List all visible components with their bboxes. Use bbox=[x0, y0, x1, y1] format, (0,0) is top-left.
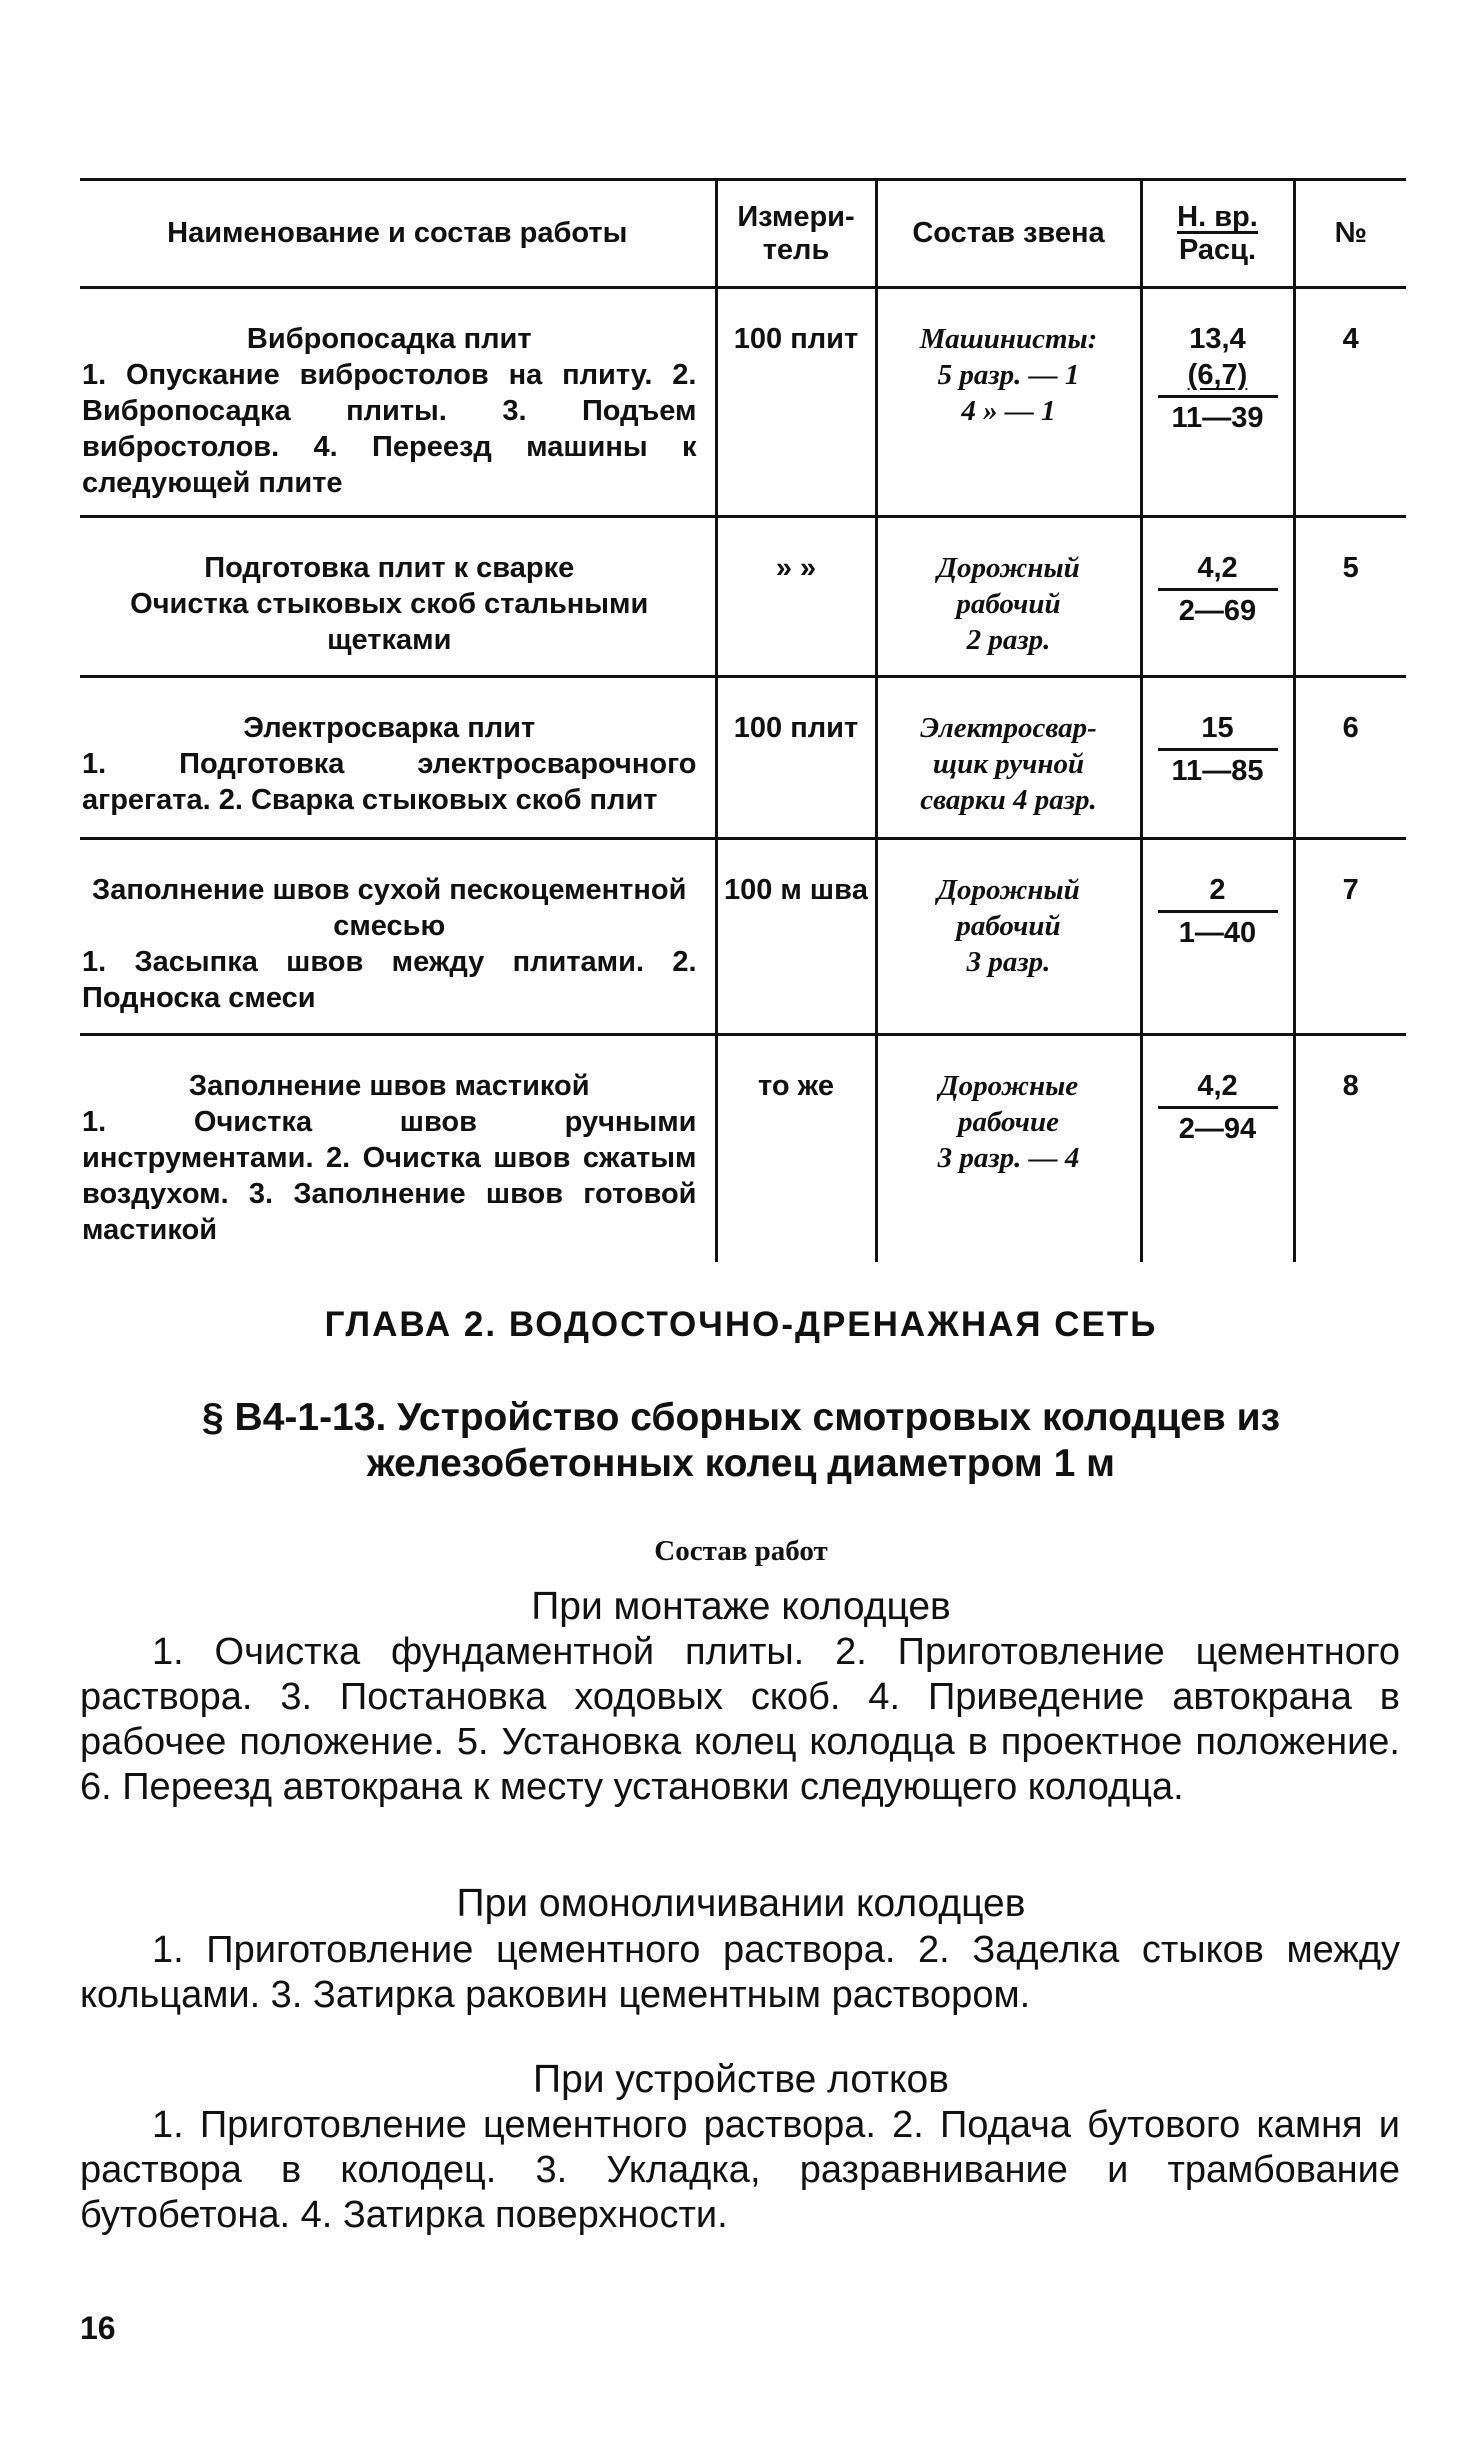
norm-cell bbox=[1141, 1035, 1294, 1263]
norm-cell bbox=[1141, 288, 1294, 517]
work-name-cell bbox=[80, 677, 716, 839]
crew-cell: Электросвар- щик ручной сварки 4 разр. bbox=[876, 677, 1141, 839]
section-heading: § В4-1-13. Устройство сборных смотровых колодцев из железобетонных колец диаметром 1 м bbox=[202, 1396, 1280, 1485]
work-name-cell bbox=[80, 517, 716, 677]
norm-time: 4,2 bbox=[1197, 1070, 1238, 1102]
norm-time: 13,4 bbox=[1189, 323, 1246, 355]
table-header-row bbox=[80, 180, 1406, 288]
work-operations: 1. Подготовка электросварочного агрегата. 2. Сварка стыковых скоб плит bbox=[82, 748, 697, 816]
norm-time: 2 bbox=[1209, 874, 1226, 906]
header-crew: Состав звена bbox=[876, 180, 1141, 288]
rate: 11—39 bbox=[1171, 402, 1264, 434]
unit-cell: 100 м швa bbox=[716, 839, 876, 1035]
header-unit: Измери- тель bbox=[716, 180, 876, 288]
table-row bbox=[80, 839, 1406, 1035]
work-title: Вибропосадка плит bbox=[246, 323, 532, 355]
work-operations: 1. Засыпка швов между плитами. 2. Подноска смеси bbox=[82, 946, 697, 1014]
work-operations: 1. Опускание вибростолов на плиту. 2. Вибропосадка плиты. 3. Подъем вибростолов. 4. Переезд машины к следующей плите bbox=[82, 359, 697, 499]
unit-cell: то же bbox=[716, 1035, 876, 1263]
subheading-mounting: При монтаже колодцев bbox=[531, 1585, 951, 1628]
chapter-heading: ГЛАВА 2. ВОДОСТОЧНО-ДРЕНАЖНАЯ СЕТЬ bbox=[324, 1305, 1158, 1344]
work-name-cell bbox=[80, 839, 716, 1035]
subheading-trays: При устройстве лотков bbox=[533, 2058, 949, 2101]
row-number: 8 bbox=[1342, 1070, 1359, 1102]
table-row bbox=[80, 517, 1406, 677]
paragraph-trays: 1. Приготовление цементного раствора. 2. Подача бутового камня и раствора в колодец. 3. Укладка, разравнивание и трамбование бутобетона. 4. Затирка поверхности. bbox=[80, 2104, 1400, 2236]
crew-cell: Дорожный рабочий 3 разр. bbox=[876, 839, 1141, 1035]
work-name-cell bbox=[80, 288, 716, 517]
subheading-monolithing: При омоноличивании колодцев bbox=[456, 1882, 1026, 1925]
unit-cell: 100 плит bbox=[716, 677, 876, 839]
paragraph-monolithing: 1. Приготовление цементного раствора. 2. Заделка стыков между кольцами. 3. Затирка раковин цементным раствором. bbox=[80, 1929, 1400, 2016]
work-title: Подготовка плит к сварке bbox=[204, 552, 575, 584]
table-row bbox=[80, 677, 1406, 839]
rate: 2—94 bbox=[1178, 1113, 1257, 1145]
row-number: 6 bbox=[1294, 677, 1406, 839]
rate: 2—69 bbox=[1178, 595, 1257, 627]
crew-cell: Машинисты: 5 разр. — 1 4 » — 1 bbox=[876, 288, 1141, 517]
work-operations: Очистка стыковых скоб стальными щетками bbox=[130, 588, 649, 656]
norm-time: 4,2 bbox=[1197, 552, 1238, 584]
unit-cell: 100 плит bbox=[716, 288, 876, 517]
norm-cell bbox=[1141, 517, 1294, 677]
norms-table bbox=[80, 178, 1406, 1262]
crew-cell: Дорожный рабочий 2 разр. bbox=[876, 517, 1141, 677]
row-number: 4 bbox=[1294, 288, 1406, 517]
norm-time: 15 bbox=[1201, 712, 1234, 744]
header-number: № bbox=[1294, 180, 1406, 288]
header-name: Наименование и состав работы bbox=[80, 180, 716, 288]
table-row bbox=[80, 1035, 1406, 1263]
norm-cell bbox=[1141, 677, 1294, 839]
rate: 1—40 bbox=[1178, 917, 1257, 949]
work-name-cell bbox=[80, 1035, 716, 1263]
work-title: Заполнение швов сухой пескоцементной смесью bbox=[92, 874, 687, 942]
table-row bbox=[80, 288, 1406, 517]
work-operations: 1. Очистка швов ручными инструментами. 2. Очистка швов сжатым воздухом. 3. Заполнение швов готовой мастикой bbox=[82, 1106, 697, 1246]
crew-cell: Дорожные рабочие 3 разр. — 4 bbox=[876, 1035, 1141, 1263]
header-norm: Н. вр. Расц. bbox=[1141, 180, 1294, 288]
works-title: Состав работ bbox=[654, 1535, 828, 1567]
norm-time-sub: (6,7) bbox=[1187, 359, 1248, 391]
row-number: 7 bbox=[1294, 839, 1406, 1035]
unit-cell: » » bbox=[716, 517, 876, 677]
work-title: Электросварка плит bbox=[243, 712, 536, 744]
row-number: 5 bbox=[1294, 517, 1406, 677]
norm-cell bbox=[1141, 839, 1294, 1035]
rate: 11—85 bbox=[1171, 755, 1264, 787]
work-title: Заполнение швов мастикой bbox=[188, 1070, 590, 1102]
page-number: 16 bbox=[80, 2310, 116, 2346]
paragraph-mounting: 1. Очистка фундаментной плиты. 2. Приготовление цементного раствора. 3. Постановка ходовых скоб. 4. Приведение автокрана в рабочее положение. 5. Установка колец колодца в проектное положение. 6. Переезд автокрана к месту установки следующего колодца. bbox=[80, 1631, 1400, 1808]
